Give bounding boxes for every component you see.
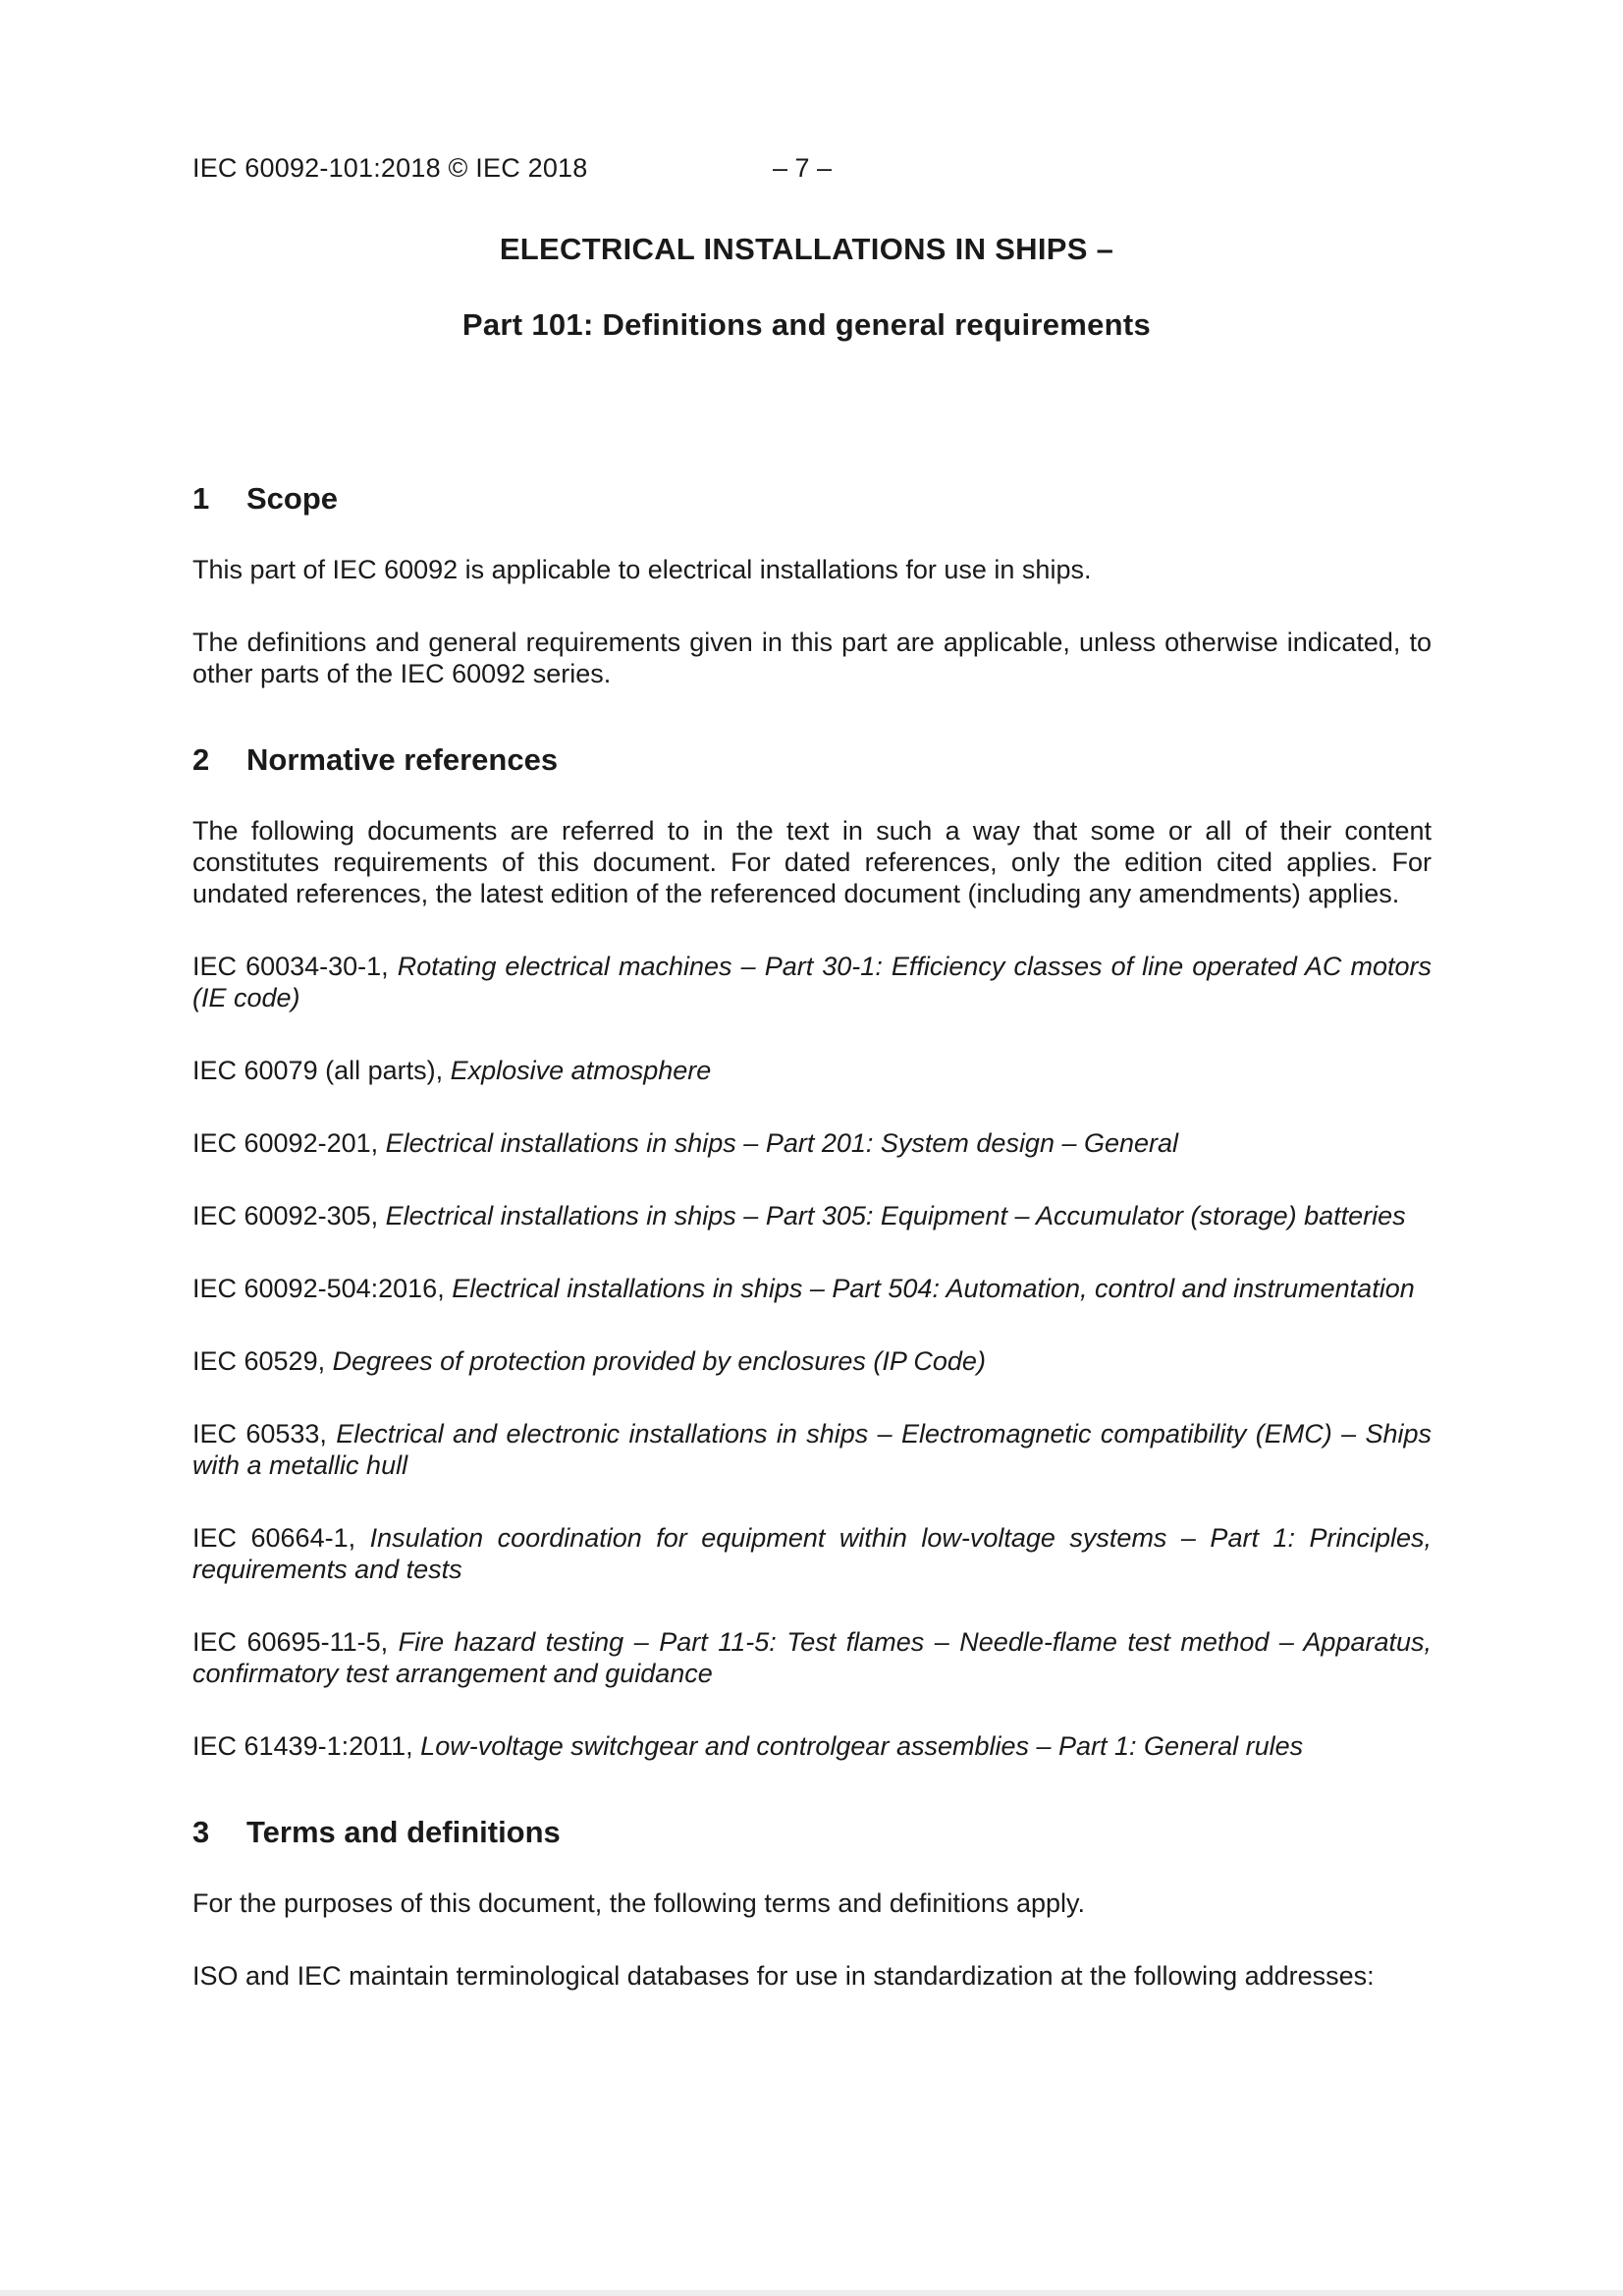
reference-title: Electrical installations in ships – Part 305: Equipment – Accumulator (storage) batteries — [385, 1201, 1406, 1230]
reference-entry — [192, 1730, 1432, 1762]
document-title: ELECTRICAL INSTALLATIONS IN SHIPS – — [499, 232, 1114, 266]
paragraph: The following documents are referred to in the text in such a way that some or all of their content constitutes requirements of this document. For dated references, only the edition cited applies. For undated references, the latest edition of the referenced document (including any amendments) applies. — [192, 816, 1432, 908]
reference-title: Low-voltage switchgear and controlgear assemblies – Part 1: General rules — [420, 1731, 1304, 1761]
reference-title: Electrical installations in ships – Part 504: Automation, control and instrumentation — [452, 1274, 1415, 1303]
paragraph: ISO and IEC maintain terminological databases for use in standardization at the following addresses: — [192, 1961, 1375, 1991]
reference-entry — [192, 1055, 1432, 1086]
page-bottom-edge — [0, 2290, 1623, 2296]
document-subtitle: Part 101: Definitions and general requirements — [461, 307, 1152, 342]
section-title: Normative references — [246, 742, 559, 777]
reference-title: Rotating electrical machines – Part 30-1: Efficiency classes of line operated AC motors (IE code) — [192, 952, 1433, 1012]
paragraph: The definitions and general requirements given in this part are applicable, unless otherwise indicated, to other parts of the IEC 60092 series. — [192, 628, 1432, 688]
reference-title: Electrical installations in ships – Part 201: System design – General — [385, 1128, 1179, 1158]
paragraph: This part of IEC 60092 is applicable to electrical installations for use in ships. — [192, 555, 1092, 584]
reference-id: IEC 60092-504:2016, — [192, 1274, 453, 1303]
reference-id: IEC 61439-1:2011, — [192, 1731, 421, 1761]
reference-entry — [192, 1522, 1432, 1585]
reference-id: IEC 60034-30-1, — [192, 952, 398, 981]
page-number: – 7 – — [773, 153, 833, 183]
section-number: 3 — [192, 1815, 210, 1849]
reference-id: IEC 60664-1, — [192, 1523, 370, 1553]
reference-id: IEC 60092-201, — [192, 1128, 386, 1158]
reference-id: IEC 60533, — [192, 1419, 337, 1449]
reference-entry — [192, 1127, 1432, 1159]
reference-title: Electrical and electronic installations in ships – Electromagnetic compatibility (EMC) – Ships with a metallic hull — [192, 1419, 1433, 1480]
section-title: Scope — [246, 481, 339, 516]
reference-entry — [192, 1418, 1432, 1481]
reference-title: Explosive atmosphere — [450, 1056, 712, 1085]
reference-entry — [192, 1273, 1432, 1304]
paragraph: For the purposes of this document, the following terms and definitions apply. — [192, 1888, 1085, 1918]
section-number: 1 — [192, 481, 210, 516]
running-header: IEC 60092-101:2018 © IEC 2018 — [192, 153, 588, 183]
section-heading-terms-and-definitions — [192, 1815, 1432, 1850]
document-body — [192, 481, 1432, 1992]
section-title: Terms and definitions — [246, 1815, 561, 1849]
reference-entry — [192, 951, 1432, 1013]
reference-id: IEC 60695-11-5, — [192, 1627, 399, 1657]
reference-title: Fire hazard testing – Part 11-5: Test flames – Needle-flame test method – Apparatus, confirmatory test arrangement and guidance — [192, 1627, 1433, 1688]
reference-entry — [192, 1200, 1432, 1231]
section-heading-normative-references — [192, 742, 1432, 778]
reference-title: Degrees of protection provided by enclosures (IP Code) — [332, 1346, 986, 1376]
reference-id: IEC 60092-305, — [192, 1201, 386, 1230]
reference-title: Insulation coordination for equipment within low-voltage systems – Part 1: Principles, requirements and tests — [192, 1523, 1433, 1584]
reference-id: IEC 60529, — [192, 1346, 333, 1376]
section-number: 2 — [192, 742, 210, 777]
reference-id: IEC 60079 (all parts), — [192, 1056, 451, 1085]
section-heading-scope — [192, 481, 1432, 517]
reference-entry — [192, 1345, 1432, 1377]
reference-entry — [192, 1626, 1432, 1689]
